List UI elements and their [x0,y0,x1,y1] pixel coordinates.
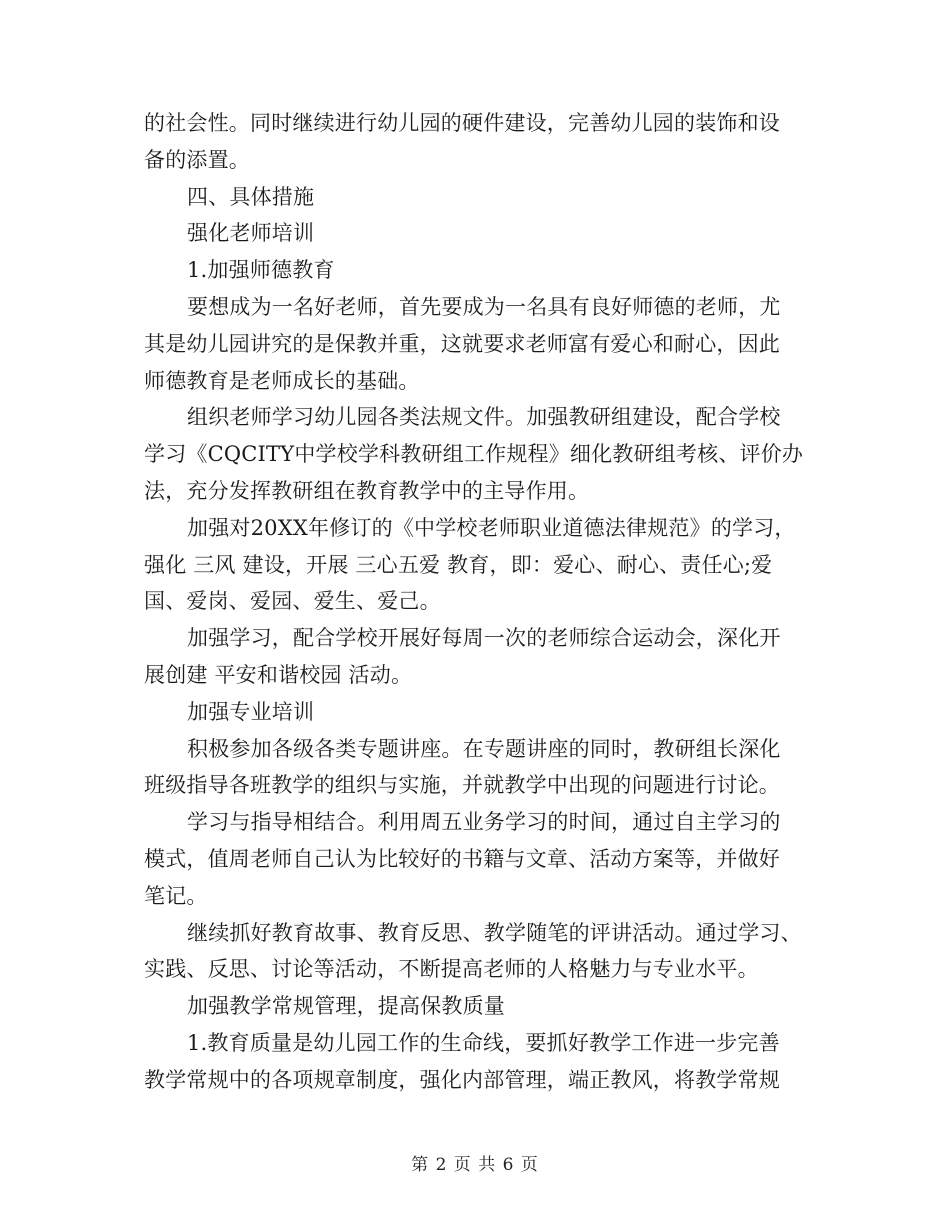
text-line: 班级指导各班教学的组织与实施，并就教学中出现的问题进行讨论。 [144,773,780,798]
text-line: 加强学习，配合学校开展好每周一次的老师综合运动会，深化开 [187,626,781,651]
text-line: 加强对20XX年修订的《中学校老师职业道德法律规范》的学习， [187,515,796,540]
text-line: 加强专业培训 [187,699,315,724]
text-line: 学习《CQCITY中学校学科教研组工作规程》细化教研组考核、评价办 [144,442,804,467]
text-line: 学习与指导相结合。利用周五业务学习的时间，通过自主学习的 [187,810,781,835]
text-line: 法，充分发挥教研组在教育教学中的主导作用。 [144,478,590,503]
text-line: 的社会性。同时继续进行幼儿园的硬件建设，完善幼儿园的装饰和设 [144,111,780,135]
text-line: 笔记。 [144,883,208,908]
text-line: 四、具体措施 [187,184,315,209]
text-line: 强化老师培训 [187,221,315,246]
text-line: 强化 三风 建设，开展 三心五爱 教育，即：爱心、耐心、责任心;爱 [144,552,773,577]
text-line: 模式，值周老师自己认为比较好的书籍与文章、活动方案等，并做好 [144,846,780,871]
document-body [144,105,814,1099]
text-line: 教学常规中的各项规章制度，强化内部管理，端正教风，将教学常规 [144,1067,780,1092]
text-line: 积极参加各级各类专题讲座。在专题讲座的同时，教研组长深化 [187,736,781,761]
text-line: 其是幼儿园讲究的是保教并重，这就要求老师富有爱心和耐心，因此 [144,331,780,356]
text-line: 展创建 平安和谐校园 活动。 [144,662,413,687]
page-footer: 第 2 页 共 6 页 [411,1155,539,1175]
text-line: 师德教育是老师成长的基础。 [144,368,420,393]
text-line: 加强教学常规管理，提高保教质量 [187,994,505,1019]
text-line: 1.教育质量是幼儿园工作的生命线，要抓好教学工作进一步完善 [187,1030,780,1055]
text-line: 要想成为一名好老师，首先要成为一名具有良好师德的老师，尤 [187,294,781,319]
text-line: 继续抓好教育故事、教育反思、教学随笔的评讲活动。通过学习、 [187,920,802,945]
text-line: 实践、反思、讨论等活动，不断提高老师的人格魅力与专业水平。 [144,957,759,982]
text-line: 1.加强师德教育 [187,258,335,283]
text-line: 组织老师学习幼儿园各类法规文件。加强教研组建设，配合学校 [187,405,781,430]
text-line: 国、爱岗、爱园、爱生、爱己。 [144,589,441,614]
text-line: 备的添置。 [144,147,250,172]
